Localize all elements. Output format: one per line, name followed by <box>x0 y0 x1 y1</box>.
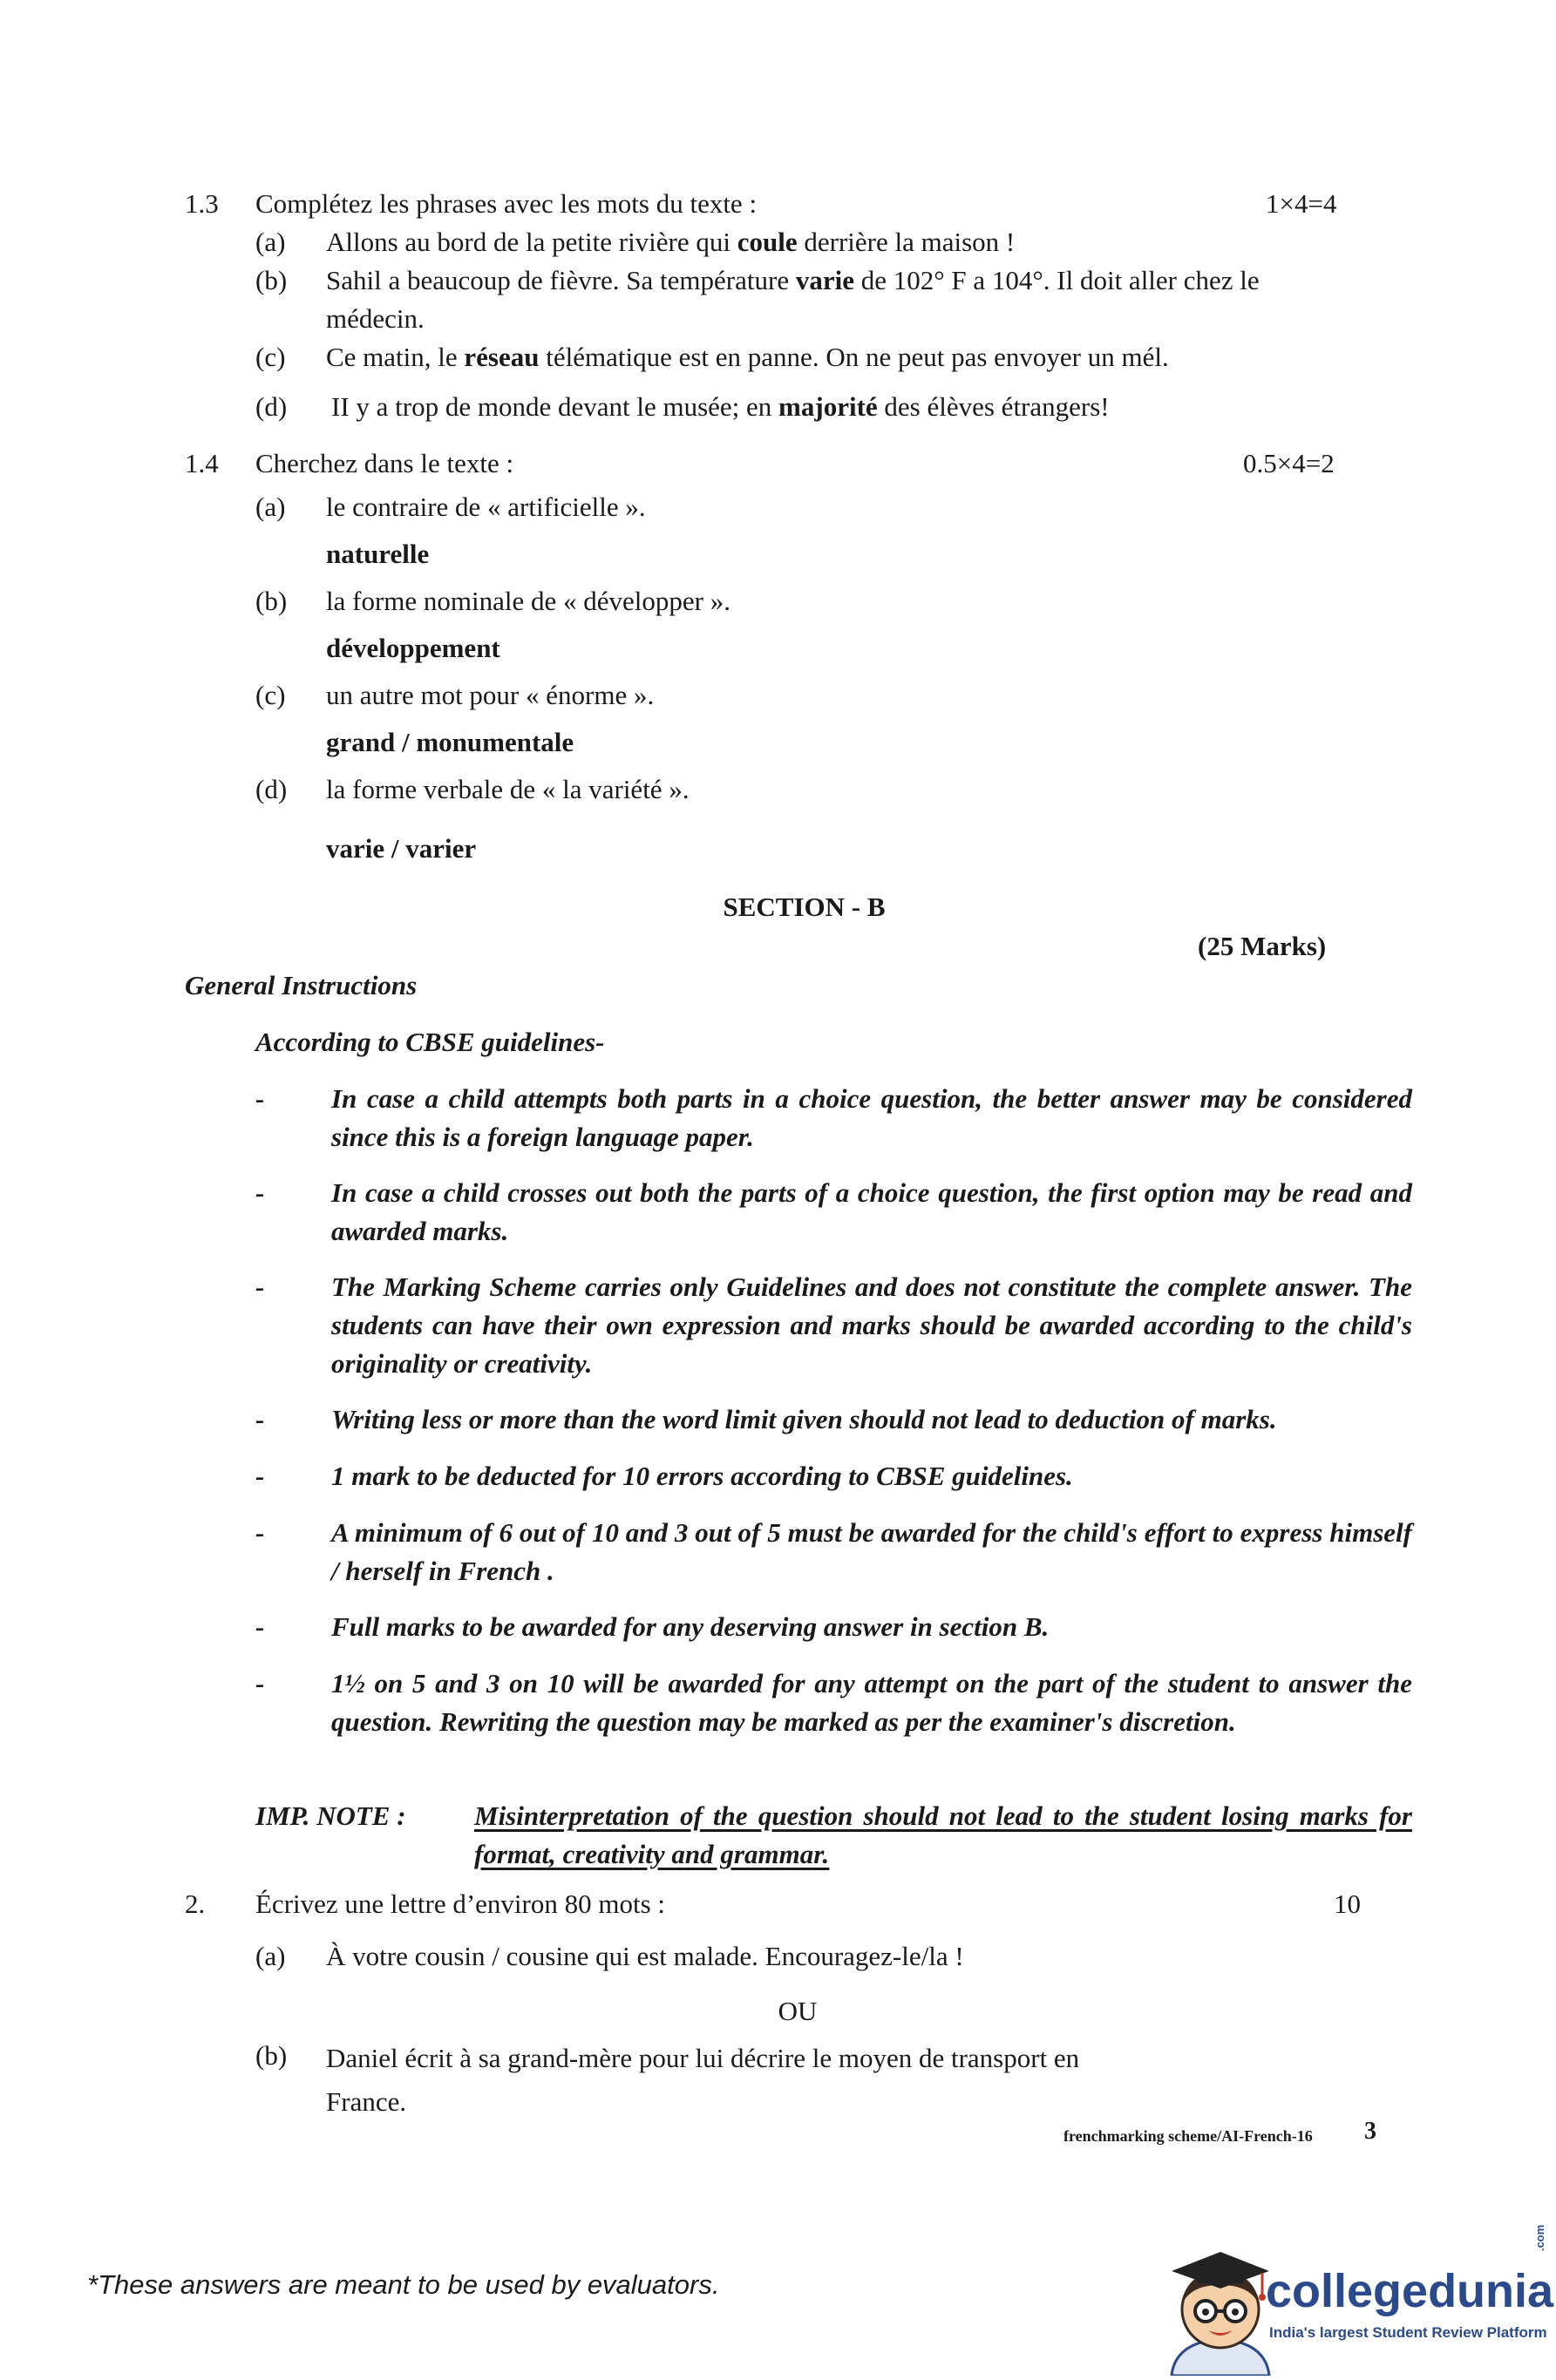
q14-item-answer: naturelle <box>326 539 430 569</box>
section-marks: (25 Marks) <box>1198 931 1327 961</box>
evaluator-note: *These answers are meant to be used by evaluators. <box>87 2269 720 2300</box>
imp-note-label: IMP. NOTE : <box>255 1800 406 1831</box>
q14-item-answer: développement <box>326 633 500 663</box>
q13-item-text: Allons au bord de la petite rivière qui coule derrière la maison ! <box>326 227 1016 257</box>
bullet-dash: - <box>255 1611 265 1642</box>
general-instructions-heading: General Instructions <box>185 970 418 1000</box>
instruction-item: In case a child crosses out both the parts of a choice question, the first option may be read and awarded marks. <box>331 1177 1412 1246</box>
mascot-icon <box>1159 2248 1281 2376</box>
brand-tagline: India's largest Student Review Platform <box>1269 2324 1547 2341</box>
q13-marks: 1×4=4 <box>1266 188 1337 219</box>
q14-item-question: la forme nominale de « développer ». <box>326 586 730 616</box>
instruction-item: A minimum of 6 out of 10 and 3 out of 5 must be awarded for the child's effort to express himself / herself in French . <box>331 1517 1412 1586</box>
q13-item-text: Ce matin, le réseau télématique est en panne. On ne peut pas envoyer un mél. <box>326 342 1169 372</box>
instruction-item: The Marking Scheme carries only Guidelines and does not constitute the complete answer. The students can have their own expression and marks should be awarded according to the child's originality or creativity. <box>331 1271 1412 1379</box>
q14-item-question: la forme verbale de « la variété ». <box>326 774 690 804</box>
q2-option-label: (b) <box>255 2040 288 2071</box>
q2-number: 2. <box>185 1888 206 1919</box>
brand-name: collegedunia <box>1266 2265 1554 2317</box>
q14-item-question: un autre mot pour « énorme ». <box>326 680 655 710</box>
q2-option-label: (a) <box>255 1941 286 1971</box>
q13-answer-word: coule <box>737 227 798 257</box>
bullet-dash: - <box>255 1177 265 1208</box>
q13-item-text: Sahil a beaucoup de fièvre. Sa température varie de 102° F a 104°. Il doit aller chez le médecin. <box>326 265 1260 334</box>
instruction-item: Full marks to be awarded for any deserving answer in section B. <box>331 1611 1050 1642</box>
q14-prompt: Cherchez dans le texte : <box>255 448 514 478</box>
q13-item-label: (a) <box>255 227 286 257</box>
q13-prompt: Complétez les phrases avec les mots du texte : <box>255 188 758 219</box>
q13-answer-word: varie <box>795 265 854 295</box>
mascot-icon-graphic <box>1159 2248 1281 2376</box>
q2-marks: 10 <box>1334 1888 1361 1919</box>
q14-item-label: (b) <box>255 586 288 616</box>
section-title: SECTION - B <box>723 892 886 922</box>
bullet-dash: - <box>255 1083 265 1114</box>
q14-item-question: le contraire de « artificielle ». <box>326 492 646 522</box>
bullet-dash: - <box>255 1461 265 1491</box>
bullet-dash: - <box>255 1404 265 1434</box>
instruction-item: In case a child attempts both parts in a choice question, the better answer may be considered since this is a foreign language paper. <box>331 1083 1412 1152</box>
q13-answer-word: majorité <box>778 391 878 422</box>
q2-option-text: À votre cousin / cousine qui est malade. Encouragez-le/la ! <box>326 1941 964 1971</box>
page-footer-ref: frenchmarking scheme/AI-French-16 <box>1063 2127 1313 2145</box>
instruction-item: Writing less or more than the word limit given should not lead to deduction of marks. <box>331 1404 1277 1434</box>
instruction-item: 1 mark to be deducted for 10 errors according to CBSE guidelines. <box>331 1461 1073 1491</box>
q13-item-label: (c) <box>255 342 286 372</box>
imp-note-text: Misinterpretation of the question should not lead to the student losing marks for format, creativity and grammar. <box>474 1800 1412 1869</box>
bullet-dash: - <box>255 1271 265 1302</box>
q14-item-answer: varie / varier <box>326 833 477 864</box>
q14-item-label: (c) <box>255 680 286 710</box>
or-separator: OU <box>778 1996 818 2026</box>
brand-domain: .com <box>1533 2224 1547 2252</box>
bullet-dash: - <box>255 1517 265 1548</box>
q14-item-label: (d) <box>255 774 288 804</box>
q2-option-text: Daniel écrit à sa grand-mère pour lui décrire le moyen de transport en France. <box>326 2043 1080 2117</box>
q13-number: 1.3 <box>185 188 219 219</box>
bullet-dash: - <box>255 1668 265 1699</box>
q14-item-label: (a) <box>255 492 286 522</box>
instruction-item: 1½ on 5 and 3 on 10 will be awarded for any attempt on the part of the student to answer the question. Rewriting the question may be marked as per the examiner's discretion. <box>331 1668 1412 1737</box>
q14-marks: 0.5×4=2 <box>1243 448 1335 478</box>
q13-item-label: (b) <box>255 265 288 295</box>
q14-number: 1.4 <box>185 448 219 478</box>
guidelines-intro: According to CBSE guidelines- <box>255 1027 605 1057</box>
q13-answer-word: réseau <box>464 342 540 372</box>
q13-item-text: II y a trop de monde devant le musée; en majorité des élèves étrangers! <box>331 391 1110 422</box>
page-number: 3 <box>1364 2118 1376 2145</box>
q13-item-label: (d) <box>255 391 288 422</box>
q2-prompt: Écrivez une lettre d’environ 80 mots : <box>255 1888 666 1919</box>
q14-item-answer: grand / monumentale <box>326 727 574 757</box>
